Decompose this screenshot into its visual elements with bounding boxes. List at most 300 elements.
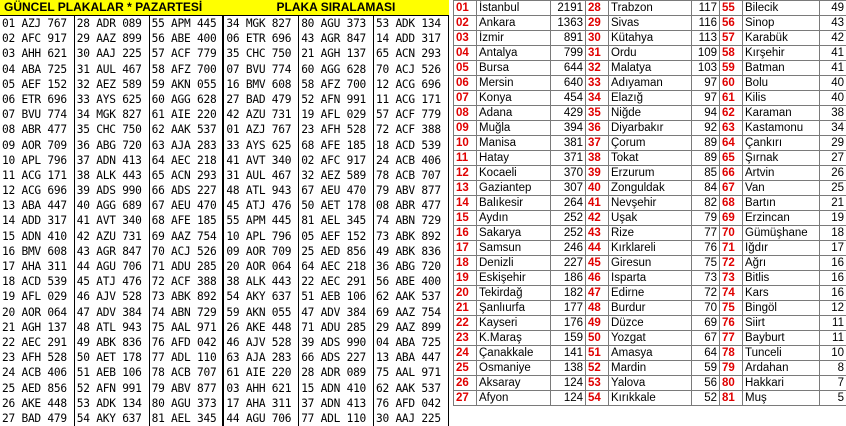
- plate-count: 76: [692, 241, 720, 256]
- city-name: Ordu: [609, 46, 692, 61]
- plate-column: [150, 16, 225, 426]
- plate-count: 117: [692, 1, 720, 16]
- city-name: Kocaeli: [477, 166, 551, 181]
- plate-code: 32: [586, 61, 609, 76]
- plate-entry: 22 AEC 291: [299, 274, 373, 289]
- plate-code: 72: [720, 256, 743, 271]
- plate-count: 381: [551, 136, 586, 151]
- plate-entry: 31 AUL 467: [224, 168, 298, 183]
- plate-entry: 28 ADR 089: [299, 365, 373, 380]
- city-name: Iğdır: [743, 241, 820, 256]
- plate-entry: 80 AGU 373: [150, 396, 223, 411]
- plate-code: 42: [586, 211, 609, 226]
- city-name: Malatya: [609, 61, 692, 76]
- plate-code: 16: [454, 226, 477, 241]
- ranking-row: [454, 46, 846, 61]
- plate-code: 01: [454, 1, 477, 16]
- ranking-table: [453, 0, 846, 406]
- plate-code: 03: [454, 31, 477, 46]
- plate-entry: 32 AEZ 589: [75, 77, 149, 92]
- plate-count: 370: [551, 166, 586, 181]
- plate-entry: 71 ADU 285: [299, 320, 373, 335]
- plate-entry: 03 AHH 621: [0, 46, 74, 61]
- plate-code: 14: [454, 196, 477, 211]
- plate-entry: 63 AJA 283: [224, 350, 298, 365]
- plate-code: 53: [586, 376, 609, 391]
- ranking-row: [454, 286, 846, 301]
- plate-count: 252: [551, 226, 586, 241]
- ranking-row: [454, 121, 846, 136]
- ranking-row: [454, 76, 846, 91]
- city-name: Adıyaman: [609, 76, 692, 91]
- city-name: Kırıkkale: [609, 391, 692, 406]
- plate-column: [224, 16, 299, 426]
- city-name: Bitlis: [743, 271, 820, 286]
- city-name: Bolu: [743, 76, 820, 91]
- plate-count: 394: [551, 121, 586, 136]
- plate-code: 75: [720, 301, 743, 316]
- plate-code: 65: [720, 151, 743, 166]
- left-header-title: GÜNCEL PLAKALAR * PAZARTESİ: [0, 0, 225, 15]
- plate-entry: 11 ACG 171: [374, 92, 448, 107]
- city-name: Burdur: [609, 301, 692, 316]
- plate-code: 23: [454, 331, 477, 346]
- ranking-row: [454, 166, 846, 181]
- city-name: Isparta: [609, 271, 692, 286]
- plate-entry: 49 ABK 836: [374, 244, 448, 259]
- plate-count: 307: [551, 181, 586, 196]
- city-name: Bilecik: [743, 1, 820, 16]
- city-name: Şırnak: [743, 151, 820, 166]
- plate-code: 48: [586, 301, 609, 316]
- plate-code: 34: [586, 91, 609, 106]
- plate-entry: 34 MGK 827: [75, 107, 149, 122]
- city-name: Konya: [477, 91, 551, 106]
- city-name: Diyarbakır: [609, 121, 692, 136]
- plate-entry: 69 AAZ 754: [150, 229, 223, 244]
- city-name: Eskişehir: [477, 271, 551, 286]
- city-name: Bayburt: [743, 331, 820, 346]
- plate-code: 69: [720, 211, 743, 226]
- plate-column: [0, 16, 75, 426]
- plate-entry: 08 ABR 477: [0, 122, 74, 137]
- plate-count: 12: [820, 301, 846, 316]
- plate-entry: 09 AOR 709: [0, 138, 74, 153]
- plate-column: [75, 16, 150, 426]
- plate-entry: 66 ADS 227: [150, 183, 223, 198]
- ranking-row: [454, 301, 846, 316]
- plate-code: 62: [720, 106, 743, 121]
- plate-count: 18: [820, 226, 846, 241]
- plate-count: 69: [692, 316, 720, 331]
- plate-entry: 64 AEC 218: [299, 259, 373, 274]
- city-name: Düzce: [609, 316, 692, 331]
- plate-code: 47: [586, 286, 609, 301]
- plate-code: 11: [454, 151, 477, 166]
- plate-entry: 55 APM 445: [150, 16, 223, 31]
- plate-entry: 46 AJV 528: [224, 335, 298, 350]
- plate-entry: 77 ADL 110: [299, 411, 373, 426]
- plate-code: 41: [586, 196, 609, 211]
- city-name: Aydın: [477, 211, 551, 226]
- city-name: Giresun: [609, 256, 692, 271]
- city-name: Karabük: [743, 31, 820, 46]
- plate-count: 227: [551, 256, 586, 271]
- plate-count: 264: [551, 196, 586, 211]
- plate-entry: 51 AEB 106: [299, 289, 373, 304]
- plate-entry: 54 AKY 637: [75, 411, 149, 426]
- plate-count: 29: [820, 136, 846, 151]
- plate-count: 891: [551, 31, 586, 46]
- plate-entry: 36 ABG 720: [75, 138, 149, 153]
- city-name: Elazığ: [609, 91, 692, 106]
- plate-entry: 18 ACD 539: [0, 274, 74, 289]
- plate-count: 52: [692, 391, 720, 406]
- plate-code: 51: [586, 346, 609, 361]
- plate-count: 84: [692, 181, 720, 196]
- plate-entry: 51 AEB 106: [75, 365, 149, 380]
- plate-entry: 37 ADN 413: [75, 153, 149, 168]
- plate-code: 10: [454, 136, 477, 151]
- city-name: Rize: [609, 226, 692, 241]
- plate-entry: 68 AFE 185: [150, 213, 223, 228]
- city-name: Mersin: [477, 76, 551, 91]
- plate-code: 39: [586, 166, 609, 181]
- plate-code: 50: [586, 331, 609, 346]
- city-name: Mardin: [609, 361, 692, 376]
- city-name: Niğde: [609, 106, 692, 121]
- plate-code: 78: [720, 346, 743, 361]
- ranking-row: [454, 376, 846, 391]
- plate-count: 182: [551, 286, 586, 301]
- plate-code: 71: [720, 241, 743, 256]
- plate-entry: 56 ABE 400: [150, 31, 223, 46]
- plate-entry: 35 CHC 750: [75, 122, 149, 137]
- ranking-row: [454, 271, 846, 286]
- plate-code: 07: [454, 91, 477, 106]
- ranking-row: [454, 226, 846, 241]
- plate-code: 15: [454, 211, 477, 226]
- plate-count: 11: [820, 316, 846, 331]
- ranking-row: [454, 136, 846, 151]
- plate-count: 2191: [551, 1, 586, 16]
- ranking-row: [454, 361, 846, 376]
- plate-count: 10: [820, 346, 846, 361]
- plate-entry: 66 ADS 227: [299, 350, 373, 365]
- plate-entry: 63 AJA 283: [150, 138, 223, 153]
- plate-count: 67: [692, 331, 720, 346]
- plate-entry: 35 CHC 750: [224, 46, 298, 61]
- plate-entry: 64 AEC 218: [150, 153, 223, 168]
- plate-code: 46: [586, 271, 609, 286]
- city-name: Ağrı: [743, 256, 820, 271]
- plate-entry: 21 AGH 137: [0, 320, 74, 335]
- plate-code: 52: [586, 361, 609, 376]
- plate-count: 77: [692, 226, 720, 241]
- city-name: K.Maraş: [477, 331, 551, 346]
- plate-entry: 48 ATL 943: [75, 320, 149, 335]
- plate-entry: 26 AKE 448: [0, 396, 74, 411]
- plate-entry: 45 ATJ 476: [75, 274, 149, 289]
- plate-count: 124: [551, 391, 586, 406]
- plate-entry: 61 AIE 220: [150, 107, 223, 122]
- city-name: Ardahan: [743, 361, 820, 376]
- city-name: Manisa: [477, 136, 551, 151]
- plate-entry: 60 AGG 628: [150, 92, 223, 107]
- plate-entry: 69 AAZ 754: [374, 305, 448, 320]
- plate-count: 40: [820, 91, 846, 106]
- plate-code: 20: [454, 286, 477, 301]
- city-name: Çorum: [609, 136, 692, 151]
- plate-entry: 33 AYS 625: [75, 92, 149, 107]
- plate-count: 16: [820, 286, 846, 301]
- ranking-row: [454, 196, 846, 211]
- plate-count: 72: [692, 286, 720, 301]
- plate-entry: 12 ACG 696: [0, 183, 74, 198]
- plate-entry: 29 AAZ 899: [75, 31, 149, 46]
- plate-entry: 44 AGU 706: [75, 259, 149, 274]
- city-name: Balıkesir: [477, 196, 551, 211]
- city-name: Hakkari: [743, 376, 820, 391]
- ranking-row: [454, 151, 846, 166]
- plate-count: 644: [551, 61, 586, 76]
- plate-entry: 62 AAK 537: [150, 122, 223, 137]
- plate-code: 79: [720, 361, 743, 376]
- plate-count: 141: [551, 346, 586, 361]
- plate-entry: 81 AEL 345: [299, 213, 373, 228]
- plate-code: 64: [720, 136, 743, 151]
- city-name: Tekirdağ: [477, 286, 551, 301]
- plate-code: 05: [454, 61, 477, 76]
- plate-entry: 57 ACF 779: [150, 46, 223, 61]
- plate-count: 40: [820, 76, 846, 91]
- plate-entry: 20 AOR 064: [224, 259, 298, 274]
- city-name: Zonguldak: [609, 181, 692, 196]
- plate-entry: 09 AOR 709: [224, 244, 298, 259]
- plate-count: 454: [551, 91, 586, 106]
- plate-code: 12: [454, 166, 477, 181]
- plate-code: 57: [720, 31, 743, 46]
- plate-entry: 61 AIE 220: [224, 365, 298, 380]
- plate-count: 246: [551, 241, 586, 256]
- plate-code: 09: [454, 121, 477, 136]
- plate-code: 59: [720, 61, 743, 76]
- plate-entry: 50 AET 178: [299, 198, 373, 213]
- plate-entry: 46 AJV 528: [75, 289, 149, 304]
- city-name: Bartın: [743, 196, 820, 211]
- plate-count: 640: [551, 76, 586, 91]
- plate-entry: 52 AFN 991: [75, 381, 149, 396]
- plate-code: 29: [586, 16, 609, 31]
- plate-code: 54: [586, 391, 609, 406]
- plate-count: 5: [820, 391, 846, 406]
- plate-entry: 76 AFD 042: [374, 396, 448, 411]
- plate-entry: 52 AFN 991: [299, 92, 373, 107]
- ranking-row: [454, 61, 846, 76]
- plate-entry: 75 AAL 971: [150, 320, 223, 335]
- plate-entry: 27 BAD 479: [224, 92, 298, 107]
- plate-columns: [0, 16, 449, 426]
- plate-entry: 58 AFZ 700: [150, 62, 223, 77]
- city-name: Çanakkale: [477, 346, 551, 361]
- plate-entry: 25 AED 856: [299, 244, 373, 259]
- plate-count: 85: [692, 166, 720, 181]
- plate-code: 26: [454, 376, 477, 391]
- plate-code: 44: [586, 241, 609, 256]
- plate-code: 17: [454, 241, 477, 256]
- plate-entry: 59 AKN 055: [150, 77, 223, 92]
- plate-count: 113: [692, 31, 720, 46]
- plate-entry: 34 MGK 827: [224, 16, 298, 31]
- city-name: Sakarya: [477, 226, 551, 241]
- ranking-row: [454, 256, 846, 271]
- plate-entry: 72 ACF 388: [150, 274, 223, 289]
- city-name: Gümüşhane: [743, 226, 820, 241]
- plate-entry: 78 ACB 707: [150, 365, 223, 380]
- plate-count: 82: [692, 196, 720, 211]
- city-name: Sivas: [609, 16, 692, 31]
- plate-entry: 21 AGH 137: [299, 46, 373, 61]
- plate-count: 38: [820, 106, 846, 121]
- plate-entry: 15 ADN 410: [299, 381, 373, 396]
- plate-code: 70: [720, 226, 743, 241]
- plate-entry: 20 AOR 064: [0, 305, 74, 320]
- plate-entry: 43 AGR 847: [299, 31, 373, 46]
- plate-entry: 04 ABA 725: [0, 62, 74, 77]
- plate-entry: 47 ADV 384: [299, 305, 373, 320]
- plate-count: 42: [820, 31, 846, 46]
- plate-code: 60: [720, 76, 743, 91]
- plate-code: 25: [454, 361, 477, 376]
- plate-entry: 62 AAK 537: [374, 289, 448, 304]
- plate-code: 66: [720, 166, 743, 181]
- city-name: Hatay: [477, 151, 551, 166]
- plate-count: 8: [820, 361, 846, 376]
- plate-entry: 28 ADR 089: [75, 16, 149, 31]
- plate-count: 176: [551, 316, 586, 331]
- ranking-row: [454, 241, 846, 256]
- plate-count: 186: [551, 271, 586, 286]
- plate-count: 11: [820, 331, 846, 346]
- plate-entry: 03 AHH 621: [224, 381, 298, 396]
- plate-entry: 74 ABN 729: [150, 305, 223, 320]
- ranking-panel: [453, 0, 846, 423]
- plate-entry: 80 AGU 373: [299, 16, 373, 31]
- plate-entry: 07 BVU 774: [224, 62, 298, 77]
- plate-entry: 06 ETR 696: [224, 31, 298, 46]
- plate-code: 81: [720, 391, 743, 406]
- plate-entry: 11 ACG 171: [0, 168, 74, 183]
- city-name: Trabzon: [609, 1, 692, 16]
- plate-entry: 79 ABV 877: [150, 381, 223, 396]
- plate-entry: 23 AFH 528: [299, 122, 373, 137]
- plate-entry: 49 ABK 836: [75, 335, 149, 350]
- plate-code: 80: [720, 376, 743, 391]
- city-name: Kırşehir: [743, 46, 820, 61]
- city-name: Sinop: [743, 16, 820, 31]
- city-name: Aksaray: [477, 376, 551, 391]
- plate-entry: 74 ABN 729: [374, 213, 448, 228]
- ranking-row: [454, 391, 846, 406]
- city-name: Antalya: [477, 46, 551, 61]
- plate-count: 19: [820, 211, 846, 226]
- plate-entry: 05 AEF 152: [0, 77, 74, 92]
- plate-entry: 29 AAZ 899: [374, 320, 448, 335]
- plate-entry: 14 ADD 317: [374, 31, 448, 46]
- city-name: Amasya: [609, 346, 692, 361]
- plate-entry: 67 AEU 470: [150, 198, 223, 213]
- plate-count: 371: [551, 151, 586, 166]
- plate-code: 56: [720, 16, 743, 31]
- ranking-row: [454, 1, 846, 16]
- plate-count: 49: [820, 1, 846, 16]
- plate-code: 61: [720, 91, 743, 106]
- plate-entry: 13 ABA 447: [0, 198, 74, 213]
- plate-count: 41: [820, 61, 846, 76]
- plate-entry: 65 ACN 293: [150, 168, 223, 183]
- plate-count: 59: [692, 361, 720, 376]
- city-name: Artvin: [743, 166, 820, 181]
- city-name: Edirne: [609, 286, 692, 301]
- ranking-row: [454, 331, 846, 346]
- plate-code: 43: [586, 226, 609, 241]
- plate-entry: 02 AFC 917: [0, 31, 74, 46]
- plate-entry: 70 ACJ 526: [150, 244, 223, 259]
- plate-entry: 10 APL 796: [0, 153, 74, 168]
- plate-entry: 12 ACG 696: [374, 77, 448, 92]
- city-name: Yozgat: [609, 331, 692, 346]
- plate-count: 70: [692, 301, 720, 316]
- plate-entry: 37 ADN 413: [299, 396, 373, 411]
- plate-count: 73: [692, 271, 720, 286]
- plate-count: 34: [820, 121, 846, 136]
- plate-entry: 24 ACB 406: [374, 153, 448, 168]
- city-name: Gaziantep: [477, 181, 551, 196]
- plate-entry: 06 ETR 696: [0, 92, 74, 107]
- city-name: İzmir: [477, 31, 551, 46]
- plate-count: 7: [820, 376, 846, 391]
- plate-entry: 38 ALK 443: [75, 168, 149, 183]
- plate-code: 30: [586, 31, 609, 46]
- ranking-row: [454, 316, 846, 331]
- plate-count: 103: [692, 61, 720, 76]
- plate-entry: 45 ATJ 476: [224, 198, 298, 213]
- plate-count: 21: [820, 196, 846, 211]
- city-name: Kars: [743, 286, 820, 301]
- plate-count: 97: [692, 91, 720, 106]
- plate-entry: 17 AHA 311: [224, 396, 298, 411]
- plate-count: 17: [820, 241, 846, 256]
- plate-entry: 56 ABE 400: [374, 274, 448, 289]
- city-name: Bursa: [477, 61, 551, 76]
- plate-entry: 70 ACJ 526: [374, 62, 448, 77]
- plate-entry: 75 AAL 971: [374, 365, 448, 380]
- city-name: Bingöl: [743, 301, 820, 316]
- plate-entry: 27 BAD 479: [0, 411, 74, 426]
- plate-code: 35: [586, 106, 609, 121]
- plate-entry: 19 AFL 029: [0, 289, 74, 304]
- plate-code: 02: [454, 16, 477, 31]
- plate-entry: 33 AYS 625: [224, 138, 298, 153]
- plate-code: 49: [586, 316, 609, 331]
- plate-entry: 81 AEL 345: [150, 411, 223, 426]
- plate-code: 04: [454, 46, 477, 61]
- plate-count: 799: [551, 46, 586, 61]
- city-name: Muş: [743, 391, 820, 406]
- city-name: Erzincan: [743, 211, 820, 226]
- plate-code: 55: [720, 1, 743, 16]
- plate-code: 37: [586, 136, 609, 151]
